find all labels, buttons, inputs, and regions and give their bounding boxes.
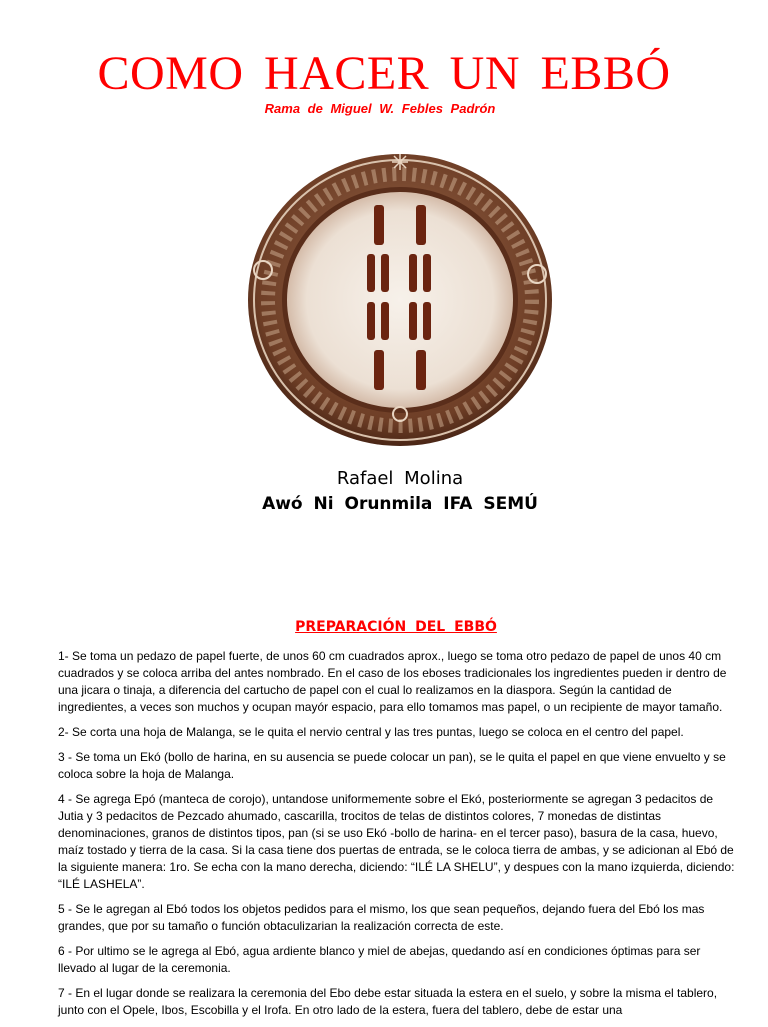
document-body <box>58 648 738 1027</box>
paragraph-step-1: 1- Se toma un pedazo de papel fuerte, de unos 60 cm cuadrados aprox., luego se toma otro pedazo de papel de unos 40 cm cuadrados y se coloca arriba del antes nombrado. En el caso de los eboses tradicionales los ingredientes pueden ir dentro de una jicara o tinaja, a diferencia del cartucho de papel con el cual lo realizamos en la diaspora. Según la cantidad de ingredientes, a veces son muchos y ocupan mayór espacio, para ello tomamos mas papel, o un recipiente de mayor tamaño. <box>58 649 727 714</box>
paragraph-step-7: 7 - En el lugar donde se realizara la ceremonia del Ebo debe estar situada la estera en el suelo, y sobre la misma el tablero, junto con el Opele, Ibos, Escobilla y el Irofa. En otro lado de la estera, fuera del tablero, debe de estar una <box>58 986 718 1017</box>
section-heading-text: PREPARACIÓN DEL EBBÓ <box>295 619 497 635</box>
paragraph-step-4: 4 - Se agrega Epó (manteca de corojo), untandose uniformemente sobre el Ekó, posteriormente se agregan 3 pedacitos de Jutia y 3 pedacitos de Pezcado ahumado, cascarilla, trocitos de telas de distintos colores, 7 monedas de distintas denominaciones, granos de distintos tipos, pan (si se uso Ekó -bollo de harina- en el tercer paso), basura de la casa, huevo, maíz tostado y tierra de la casa. Si la casa tiene dos puertas de entrada, se le coloca tierra de ambas, y se adicionan al Ebó de la siguiente manera: 1ro. Se echa con la mano derecha, diciendo: “ILÉ LA SHELU”, y despues con la mano izquierda, diciendo: “ILÉ LASHELA”. <box>58 792 735 891</box>
author-name <box>0 468 768 489</box>
paragraph-step-3: 3 - Se toma un Ekó (bollo de harina, en su ausencia se puede colocar un pan), se le quita el papel en que viene envuelto y se coloca sobre la hoja de Malanga. <box>58 750 726 781</box>
author-name-text: Rafael Molina <box>336 468 464 489</box>
author-title: Awó Ni Orunmila IFA SEMÚ <box>262 494 538 514</box>
document-title: COMO HACER UN EBBÓ <box>97 47 671 100</box>
ifa-divination-tray-icon <box>244 150 556 450</box>
paragraph-step-5: 5 - Se le agregan al Ebó todos los objetos pedidos para el mismo, los que sean pequeños, dejando fuera del Ebó los mas grandes, que por su tamaño o función obtaculizarian la realización correcta de este. <box>58 902 705 933</box>
paragraph-step-6: 6 - Por ultimo se le agrega al Ebó, agua ardiente blanco y miel de abejas, quedando así en condiciones óptimas para ser llevado al lugar de la ceremonia. <box>58 944 701 975</box>
document-subtitle: Rama de Miguel W. Febles Padrón <box>264 101 496 116</box>
section-heading <box>0 619 768 635</box>
paragraph-step-2: 2- Se corta una hoja de Malanga, se le quita el nervio central y las tres puntas, luego se coloca en el centro del papel. <box>58 725 684 739</box>
